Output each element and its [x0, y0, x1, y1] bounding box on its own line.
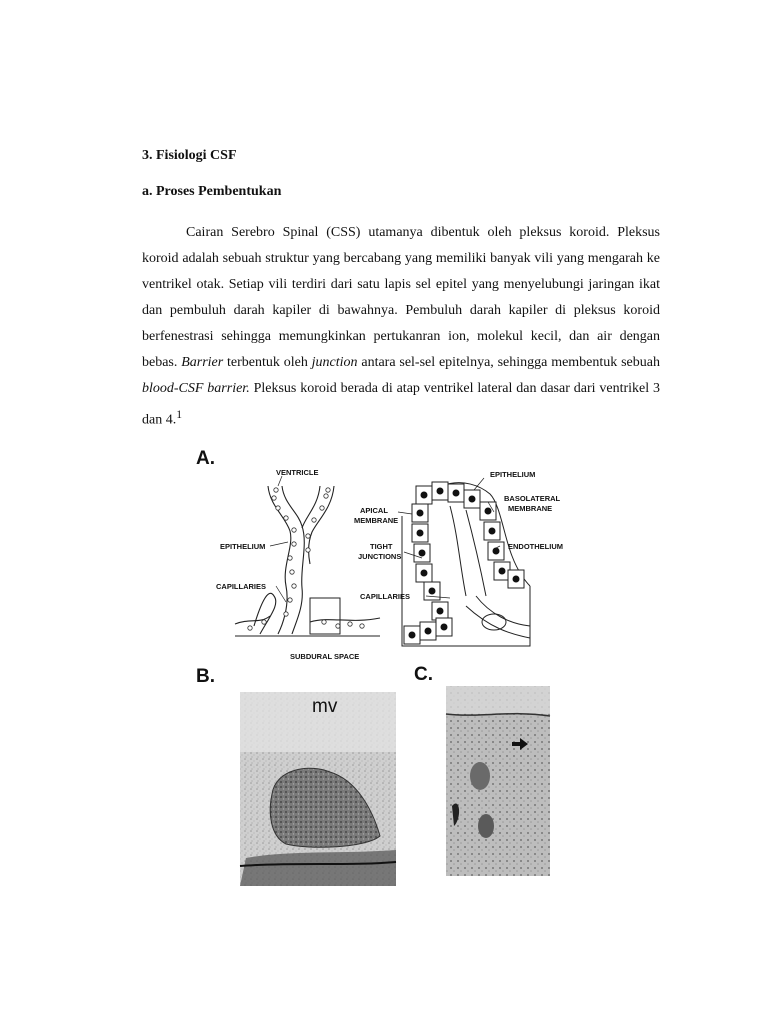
paragraph-text-3: antara sel-sel epitelnya, sehingga membentuk sebuah — [357, 355, 660, 370]
panel-a-label: A. — [196, 448, 215, 469]
apical-label-line1: APICAL — [360, 506, 388, 515]
body-paragraph — [142, 220, 660, 434]
panel-b-label: B. — [196, 666, 215, 687]
paragraph-text-4: Pleksus koroid berada di atap ventrikel lateral dan dasar dari ventrikel 3 dan 4. — [142, 381, 661, 428]
ventricle-label: VENTRICLE — [276, 468, 319, 477]
section-title: 3. Fisiologi CSF — [142, 148, 237, 163]
basolateral-label-line1: BASOLATERAL — [504, 494, 561, 503]
paragraph-text-1: Cairan Serebro Spinal (CSS) utamanya dibentuk oleh pleksus koroid. Pleksus koroid adalah sebuah struktur yang bercabang yang memiliki banyak vili yang mengarah ke ventrikel otak. Setiap vili terdiri dari satu lapis sel epitel yang menyelubungi jaringan ikat dan pembuluh darah kapiler di bawahnya. Pembuluh darah kapiler di pleksus koroid berfenestrasi sehingga memungkinkan pertukanran ion, molekul kecil, dan air dengan bebas. — [142, 225, 660, 370]
capillaries-left-label: CAPILLARIES — [216, 582, 267, 591]
epithelium-left-label: EPITHELIUM — [220, 542, 266, 551]
micrograph-b — [190, 446, 590, 892]
italic-blood-csf-barrier: blood-CSF barrier. — [142, 381, 250, 396]
micrograph-mv-label: mv — [312, 696, 338, 717]
panel-c-label: C. — [414, 664, 433, 685]
subdural-space-label: SUBDURAL SPACE — [290, 652, 360, 661]
capillaries-right-label: CAPILLARIES — [360, 592, 411, 601]
footnote-marker: 1 — [176, 408, 183, 421]
italic-barrier: Barrier — [181, 355, 224, 370]
tight-junctions-line2: JUNCTIONS — [358, 552, 402, 561]
epithelium-right-label: EPITHELIUM — [490, 470, 536, 479]
basolateral-label-line2: MEMBRANE — [508, 504, 553, 513]
paragraph-text-2: terbentuk oleh — [223, 355, 312, 370]
tight-junctions-line1: TIGHT — [370, 542, 393, 551]
apical-label-line2: MEMBRANE — [354, 516, 399, 525]
choroid-plexus-figure — [190, 446, 590, 892]
italic-junction: junction — [311, 355, 358, 370]
endothelium-label: ENDOTHELIUM — [508, 542, 563, 551]
subsection-title: a. Proses Pembentukan — [142, 184, 282, 199]
